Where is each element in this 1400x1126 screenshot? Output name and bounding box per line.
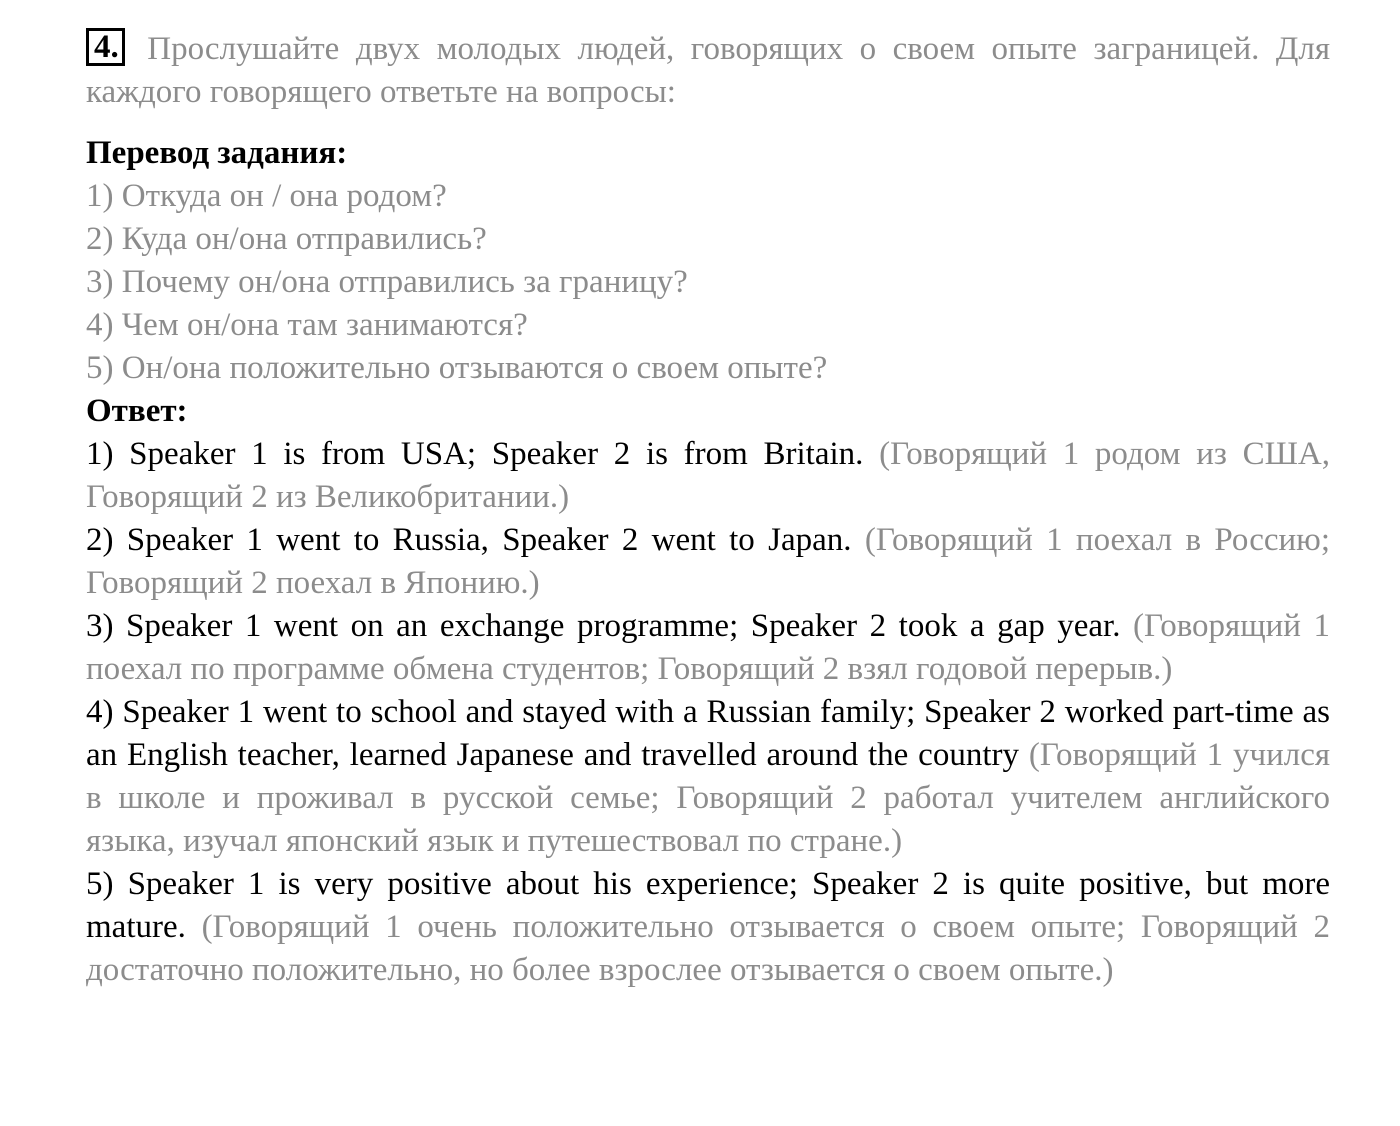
translation-question-5: 5) Он/она положительно отзываются о своем опыте?	[86, 350, 828, 386]
answer-1-english: 1) Speaker 1 is from USA; Speaker 2 is from Britain.	[86, 436, 864, 472]
answer-2-english: 2) Speaker 1 went to Russia, Speaker 2 went to Japan.	[86, 522, 852, 558]
translation-title: Перевод задания:	[86, 135, 348, 171]
translation-question-1: 1) Откуда он / она родом?	[86, 178, 447, 214]
answer-item-3	[86, 605, 1330, 691]
answer-3-english: 3) Speaker 1 went on an exchange programme; Speaker 2 took a gap year.	[86, 608, 1121, 644]
answer-item-4	[86, 691, 1330, 863]
task-instruction: Прослушайте двух молодых людей, говорящих о своем опыте заграницей. Для каждого говорящего ответьте на вопросы:	[86, 31, 1331, 110]
translation-question-4: 4) Чем он/она там занимаются?	[86, 307, 528, 343]
task-number-box: 4.	[86, 28, 125, 66]
answer-4-russian: (Говорящий 1 учился в школе и проживал в русской семье; Говорящий 2 работал учителем английского языка, изучал японский язык и путешествовал по стране.)	[86, 737, 1331, 859]
answer-4-english: 4) Speaker 1 went to school and stayed with a Russian family; Speaker 2 worked part-time as an English teacher, learned Japanese and travelled around the country	[86, 694, 1330, 773]
exercise-page	[86, 28, 1330, 992]
answer-3-russian: (Говорящий 1 поехал по программе обмена студентов; Говорящий 2 взял годовой перерыв.)	[86, 608, 1331, 687]
task-header	[86, 28, 1330, 114]
answer-1-russian: (Говорящий 1 родом из США, Говорящий 2 из Великобритании.)	[86, 436, 1330, 515]
translation-question-2: 2) Куда он/она отправились?	[86, 221, 487, 257]
answer-item-1	[86, 433, 1330, 519]
answer-item-2	[86, 519, 1330, 605]
answer-item-5	[86, 863, 1330, 992]
answer-2-russian: (Говорящий 1 поехал в Россию; Говорящий 2 поехал в Японию.)	[86, 522, 1331, 601]
answer-5-english: 5) Speaker 1 is very positive about his experience; Speaker 2 is quite positive, but more mature.	[86, 866, 1330, 945]
answer-title: Ответ:	[86, 393, 188, 429]
translation-question-3: 3) Почему он/она отправились за границу?	[86, 264, 688, 300]
answer-5-russian: (Говорящий 1 очень положительно отзывается о своем опыте; Говорящий 2 достаточно положительно, но более взрослее отзывается о своем опыте.)	[86, 909, 1330, 988]
